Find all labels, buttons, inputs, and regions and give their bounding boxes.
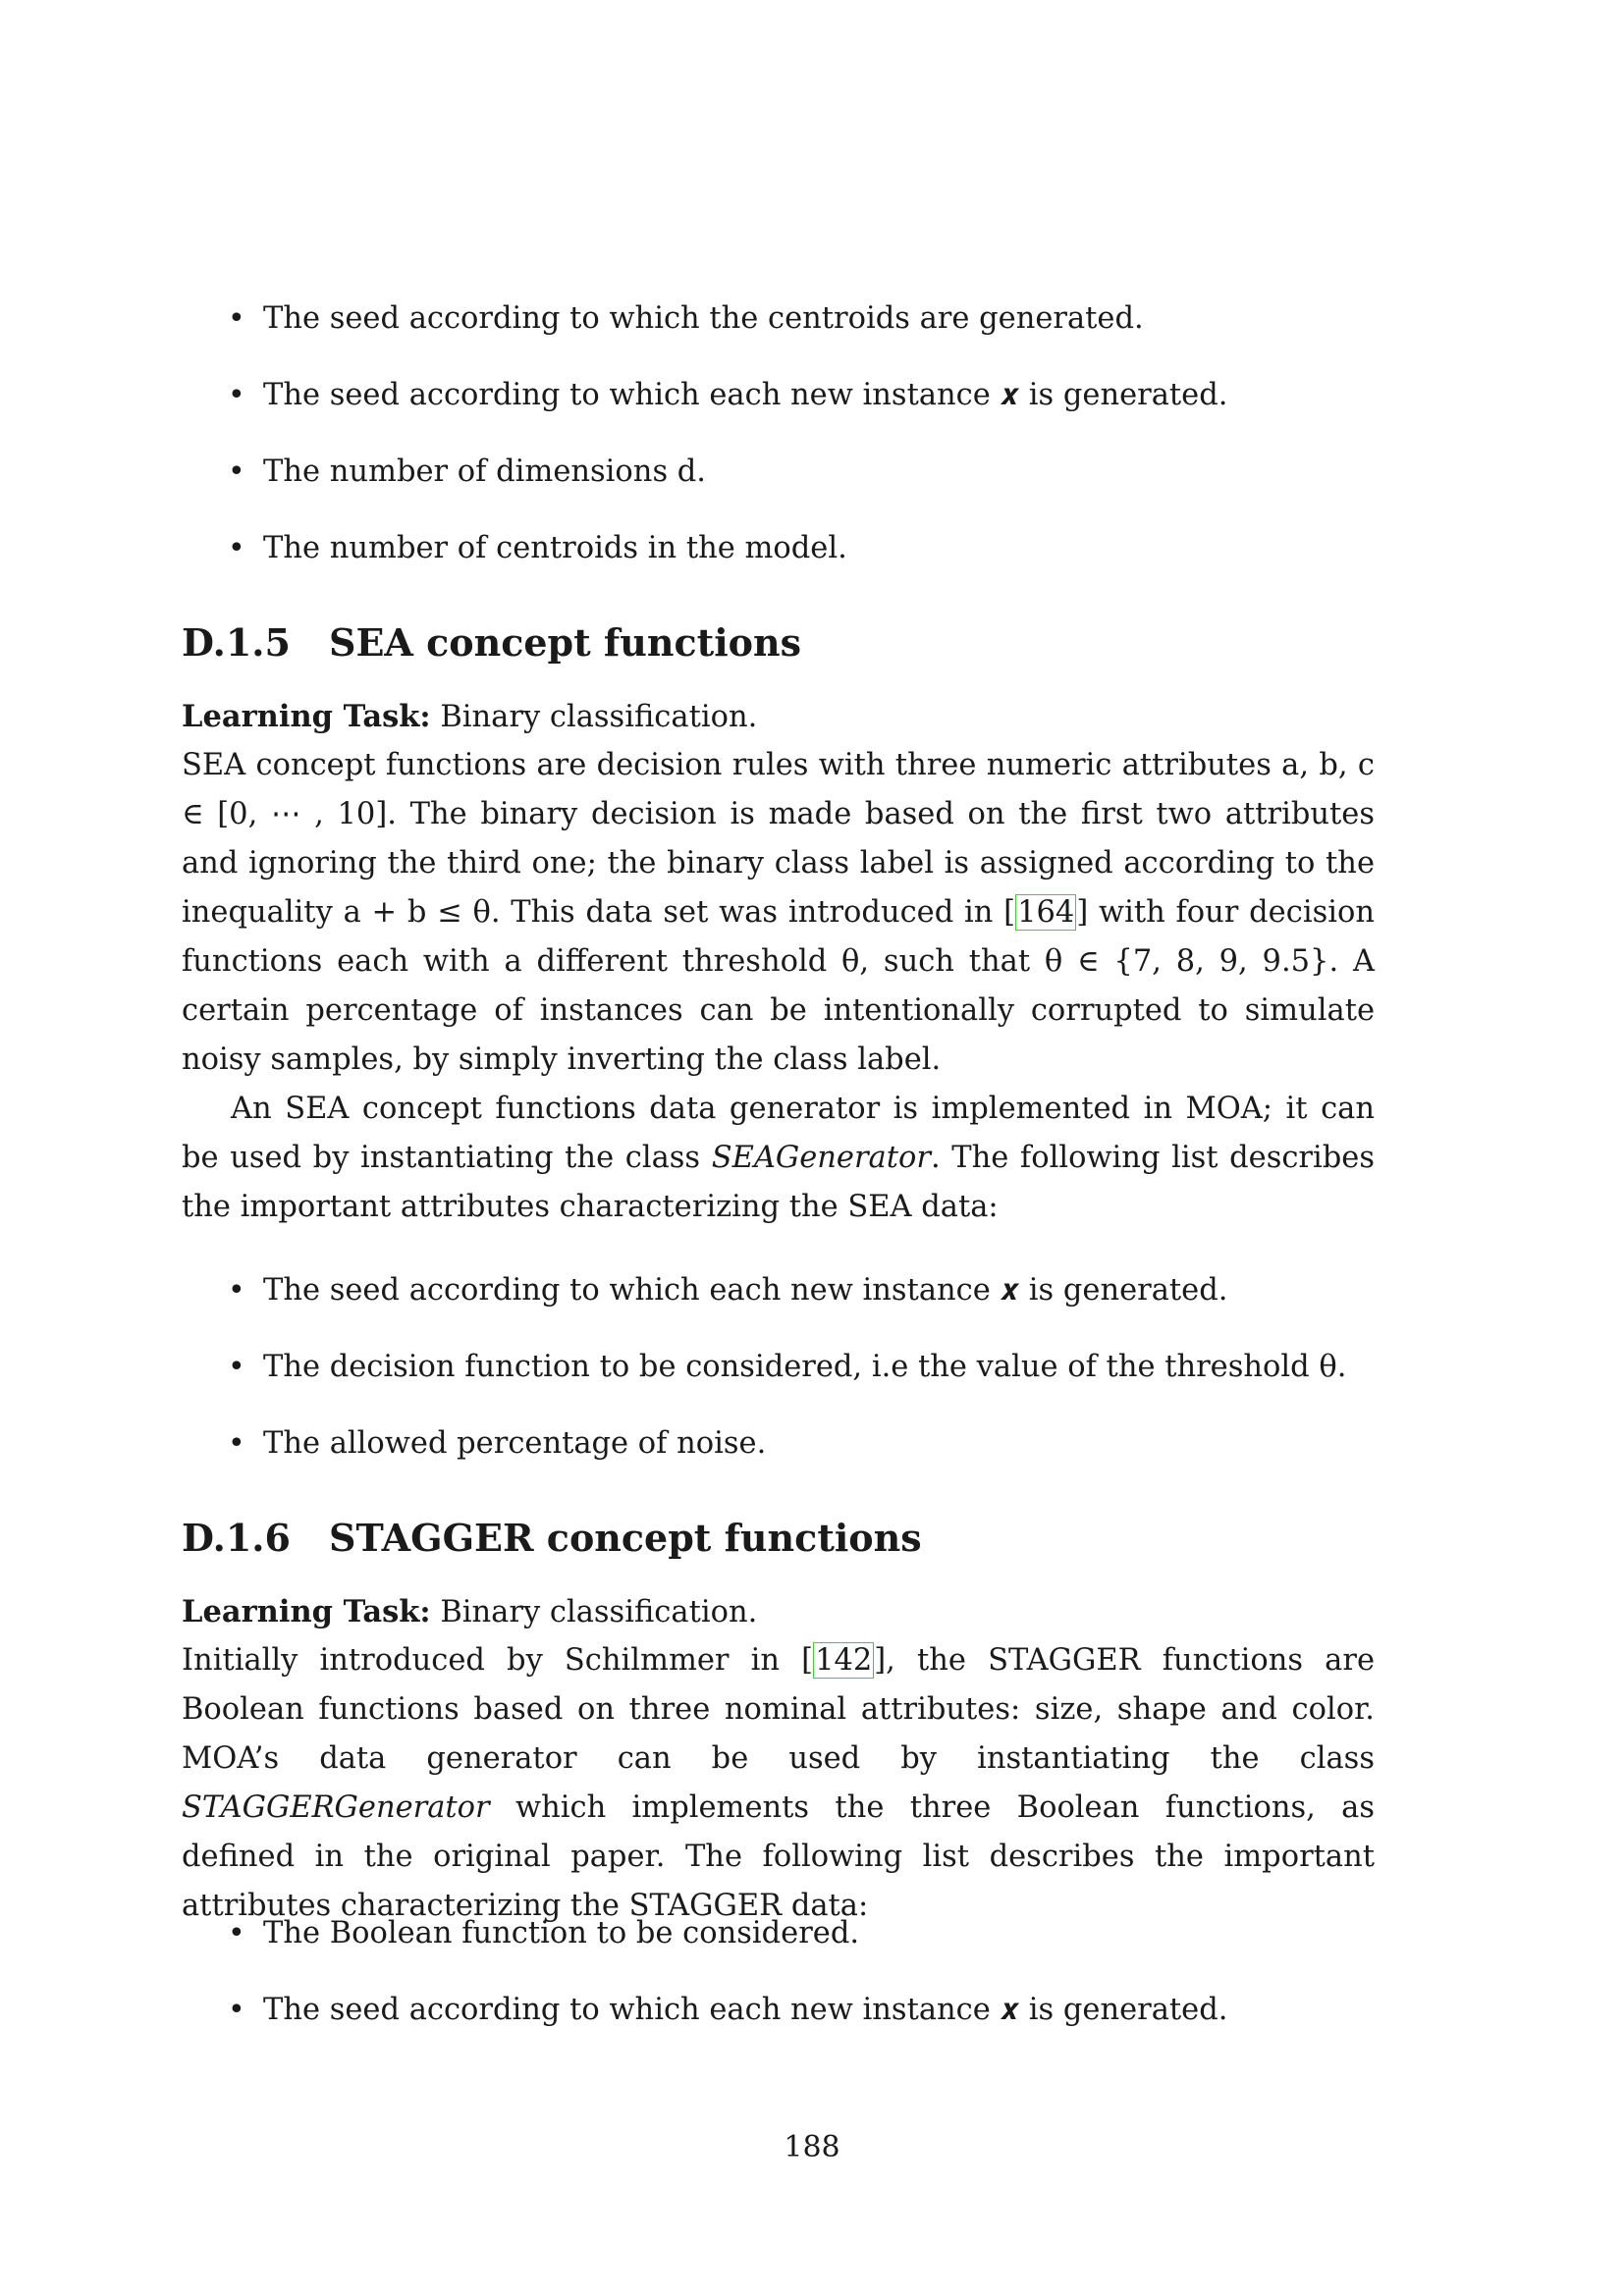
learning-task-value: Binary classification. xyxy=(440,700,758,734)
learning-task-d16 xyxy=(182,1587,757,1637)
stagger-description xyxy=(182,1636,1375,1931)
list-item: • The number of centroids in the model. xyxy=(182,524,1375,601)
list-item: • The seed according to which each new instance 𝒙 is generated. xyxy=(182,371,1375,448)
section-title: STAGGER concept functions xyxy=(329,1516,922,1560)
citation-link[interactable]: 164 xyxy=(1017,895,1075,930)
section-heading-d16 xyxy=(182,1514,922,1563)
list-item: • The seed according to which the centroids are generated. xyxy=(182,294,1375,371)
learning-task-value: Binary classification. xyxy=(440,1595,758,1629)
list-item: • The decision function to be considered, i.e the value of the threshold θ. xyxy=(182,1343,1375,1419)
section-title: SEA concept functions xyxy=(329,620,801,665)
learning-task-label: Learning Task: xyxy=(182,1594,431,1629)
centroid-attributes-list xyxy=(182,294,1375,601)
learning-task-label: Learning Task: xyxy=(182,699,431,734)
list-item: • The number of dimensions d. xyxy=(182,448,1375,524)
list-item: • The Boolean function to be considered. xyxy=(182,1909,1375,1986)
section-number: D.1.6 xyxy=(182,1516,291,1560)
sea-description xyxy=(182,741,1375,1232)
sea-attributes-list xyxy=(182,1266,1375,1496)
section-number: D.1.5 xyxy=(182,620,291,665)
class-name: STAGGERGenerator xyxy=(182,1790,490,1825)
sea-paragraph-1: SEA concept functions are decision rules with three numeric attributes a, b, c ∈ [0, ⋯ , 10]. The binary decision is made based on the first two attributes and ignoring the third one; the binary class label is assigned according to the inequality a + b ≤ θ. This data set was introduced in [164] with four decision functions each with a different threshold θ, such that θ ∈ {7, 8, 9, 9.5}. A certain percentage of instances can be intentionally corrupted to simulate noisy samples, by simply inverting the class label. xyxy=(182,748,1375,1077)
list-item: • The seed according to which each new instance 𝒙 is generated. xyxy=(182,1986,1375,2062)
citation-link[interactable]: 142 xyxy=(815,1643,873,1678)
stagger-paragraph: Initially introduced by Schilmmer in [142], the STAGGER functions are Boolean functions based on three nominal attributes: size, shape and color. MOA’s data generator can be used by instantiating the class STAGGERGenerator which implements the three Boolean functions, as defined in the original paper. The following list describes the important attributes characterizing the STAGGER data: xyxy=(182,1643,1375,1923)
learning-task-d15 xyxy=(182,692,757,742)
sea-paragraph-2: An SEA concept functions data generator is implemented in MOA; it can be used by instantiating the class SEAGenerator. The following list describes the important attributes characterizing the SEA data: xyxy=(182,1092,1375,1224)
section-heading-d15 xyxy=(182,618,801,667)
page-number: 188 xyxy=(784,2130,840,2164)
stagger-attributes-list xyxy=(182,1909,1375,2062)
list-item: • The seed according to which each new instance 𝒙 is generated. xyxy=(182,1266,1375,1343)
class-name: SEAGenerator xyxy=(711,1141,931,1175)
list-item: • The allowed percentage of noise. xyxy=(182,1419,1375,1496)
